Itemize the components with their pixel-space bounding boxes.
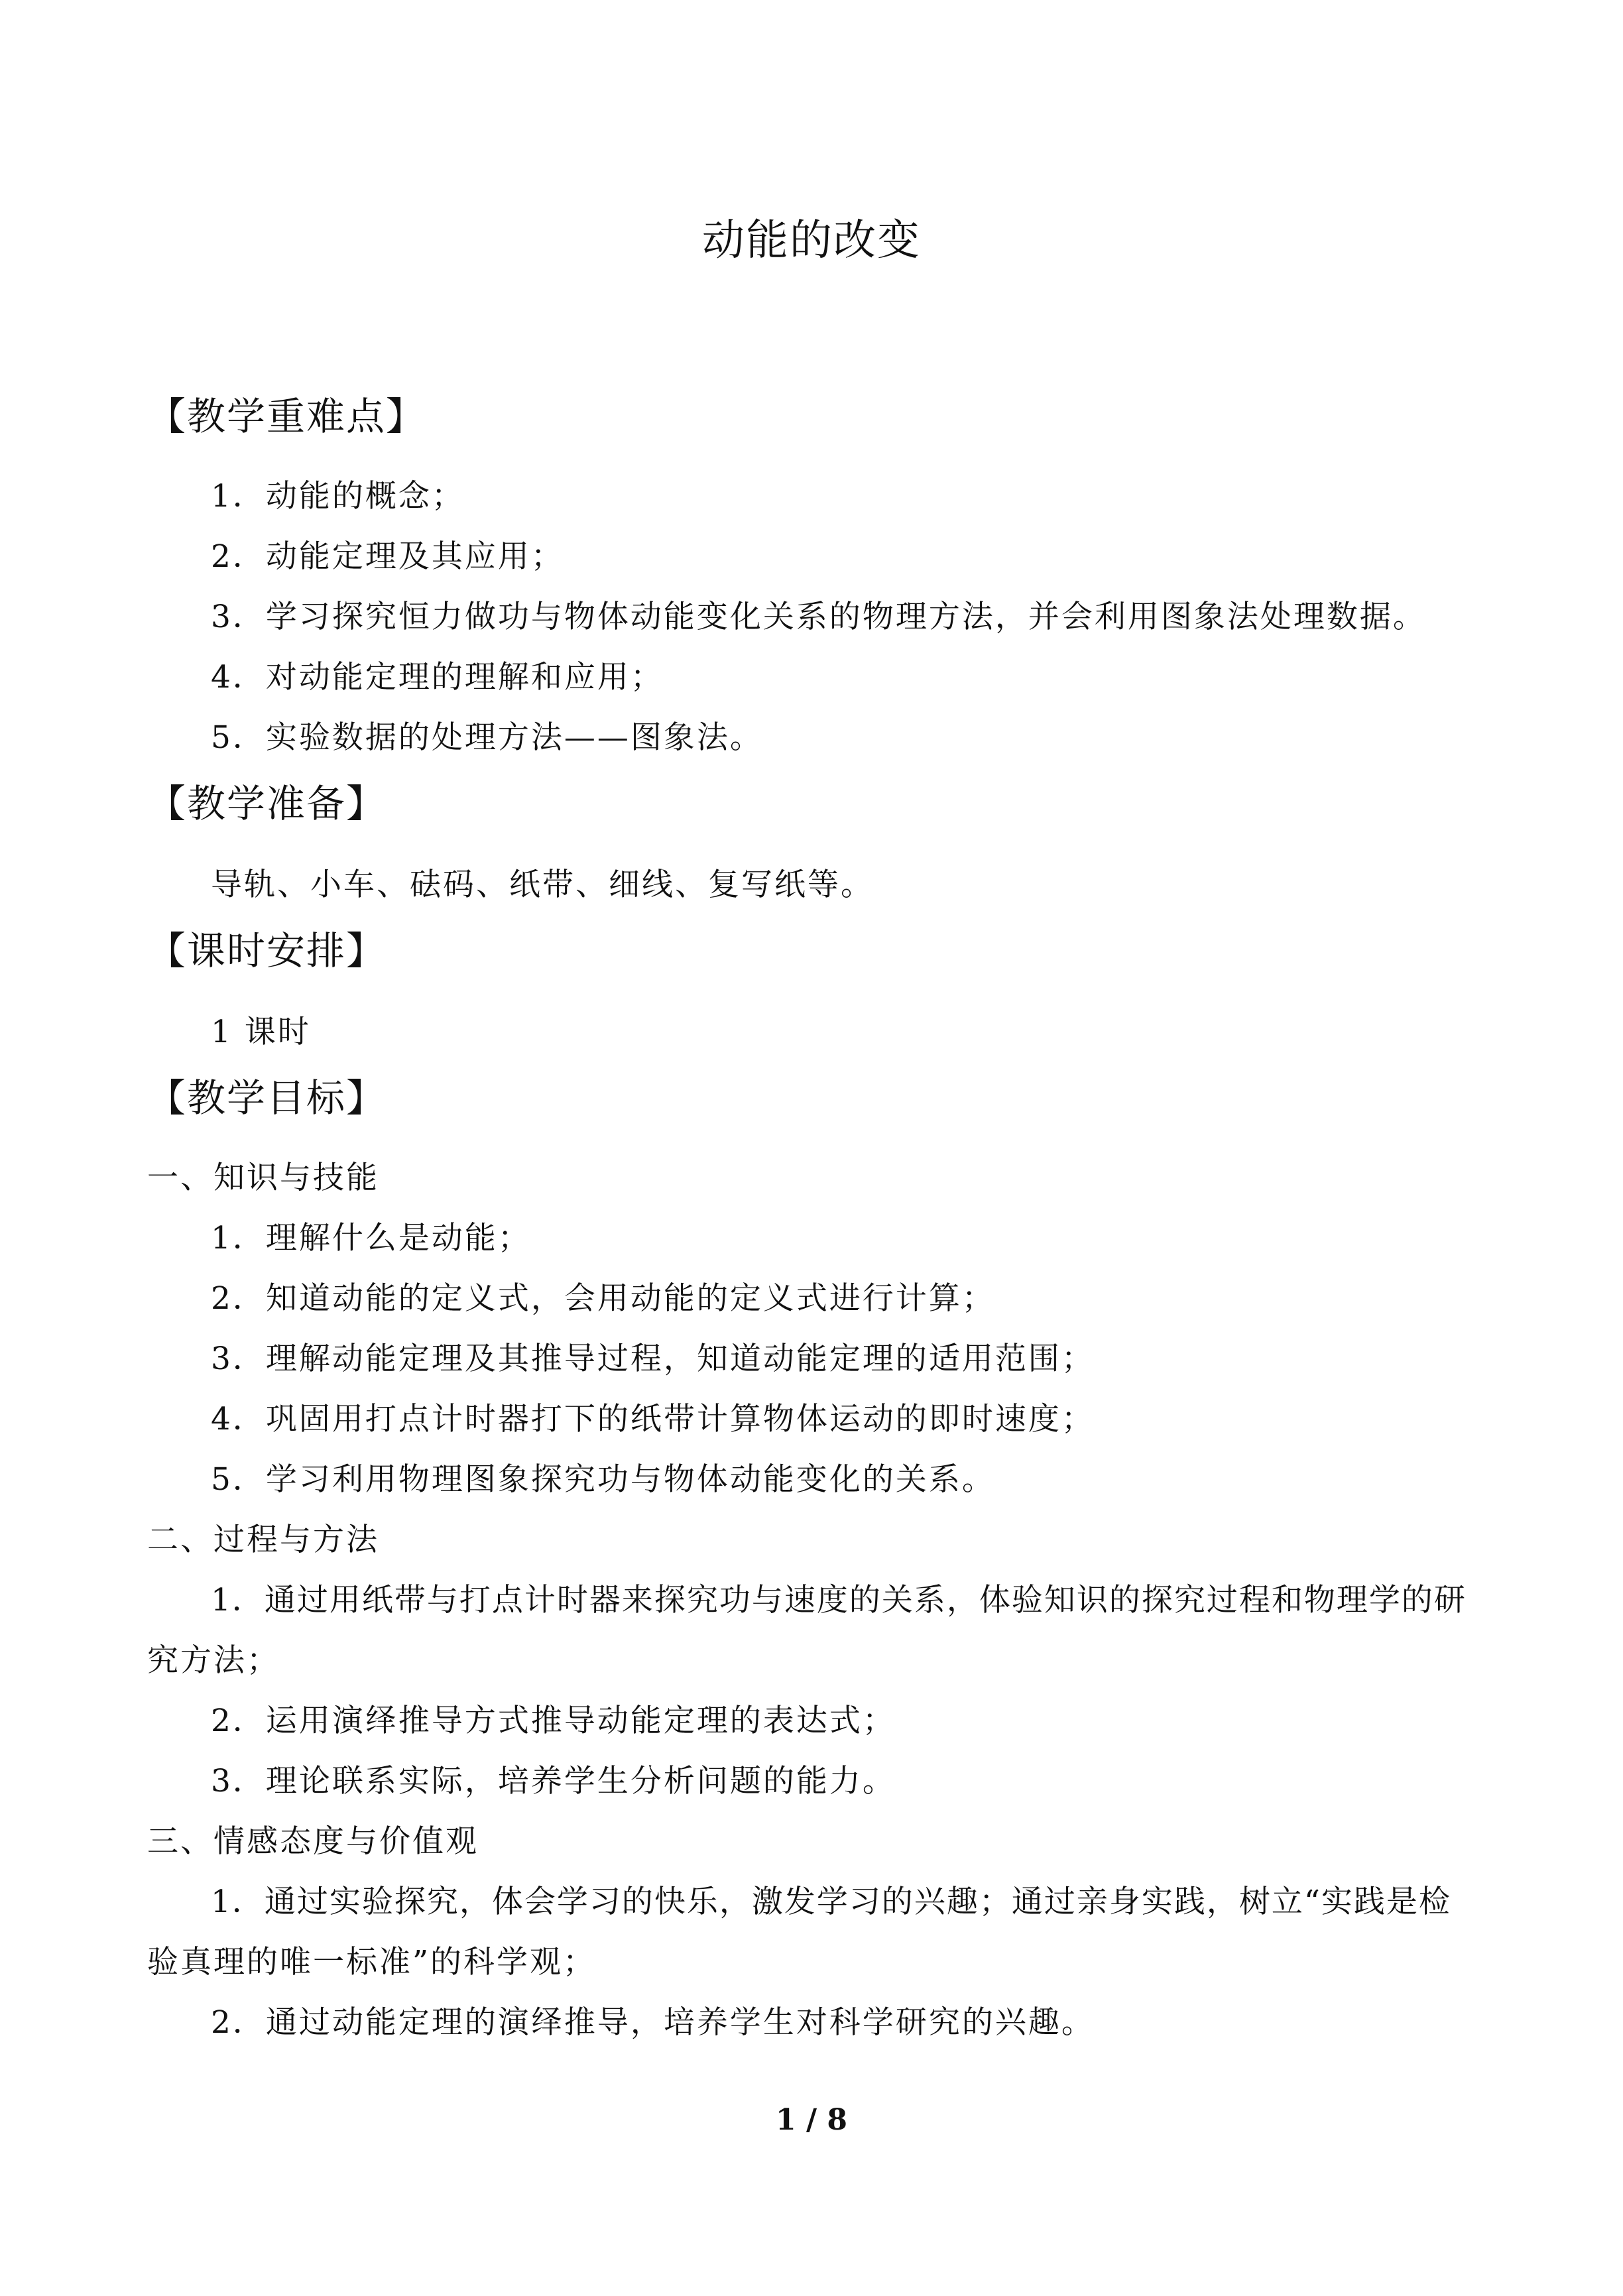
page-number: 1 / 8 (776, 2103, 847, 2137)
objective-item: 2．运用演绎推导方式推导动能定理的表达式； (211, 1703, 896, 1739)
objective-part-title: 二、过程与方法 (147, 1522, 379, 1558)
objective-item: 2．通过动能定理的演绎推导，培养学生对科学研究的兴趣。 (211, 2004, 1095, 2041)
heading-preparation: 【教学准备】 (147, 781, 387, 826)
objective-item-continued: 验真理的唯一标准”的科学观； (147, 1944, 597, 1980)
objective-item: 3．理解动能定理及其推导过程，知道动能定理的适用范围； (211, 1341, 1095, 1377)
heading-objectives: 【教学目标】 (147, 1075, 387, 1120)
objective-part-title: 三、情感态度与价值观 (147, 1823, 479, 1860)
objective-item: 1．理解什么是动能； (211, 1220, 531, 1256)
objective-item: 1．通过用纸带与打点计时器来探究功与速度的关系，体验知识的探究过程和物理学的研 (211, 1582, 1467, 1618)
objective-item: 2．知道动能的定义式，会用动能的定义式进行计算； (211, 1280, 995, 1317)
key-point-item: 2．动能定理及其应用； (211, 538, 564, 575)
objective-item-continued: 究方法； (147, 1642, 280, 1679)
objective-item: 4．巩固用打点计时器打下的纸带计算物体运动的即时速度； (211, 1401, 1095, 1437)
objective-item: 3．理论联系实际，培养学生分析问题的能力。 (211, 1763, 896, 1799)
key-point-item: 1．动能的概念； (211, 478, 465, 514)
key-point-item: 3．学习探究恒力做功与物体动能变化关系的物理方法，并会利用图象法处理数据。 (211, 599, 1426, 635)
objective-part-title: 一、知识与技能 (147, 1160, 379, 1196)
page-title: 动能的改变 (702, 216, 921, 265)
key-point-item: 4．对动能定理的理解和应用； (211, 659, 664, 695)
objective-item: 1．通过实验探究，体会学习的快乐，激发学习的兴趣；通过亲身实践，树立“实践是检 (211, 1884, 1451, 1920)
schedule-text: 1 课时 (211, 1014, 311, 1050)
preparation-text: 导轨、小车、砝码、纸带、细线、复写纸等。 (211, 867, 874, 903)
key-point-item: 5．实验数据的处理方法——图象法。 (211, 719, 763, 756)
heading-key-points: 【教学重难点】 (147, 394, 426, 439)
heading-schedule: 【课时安排】 (147, 928, 387, 973)
objective-item: 5．学习利用物理图象探究功与物体动能变化的关系。 (211, 1461, 995, 1498)
